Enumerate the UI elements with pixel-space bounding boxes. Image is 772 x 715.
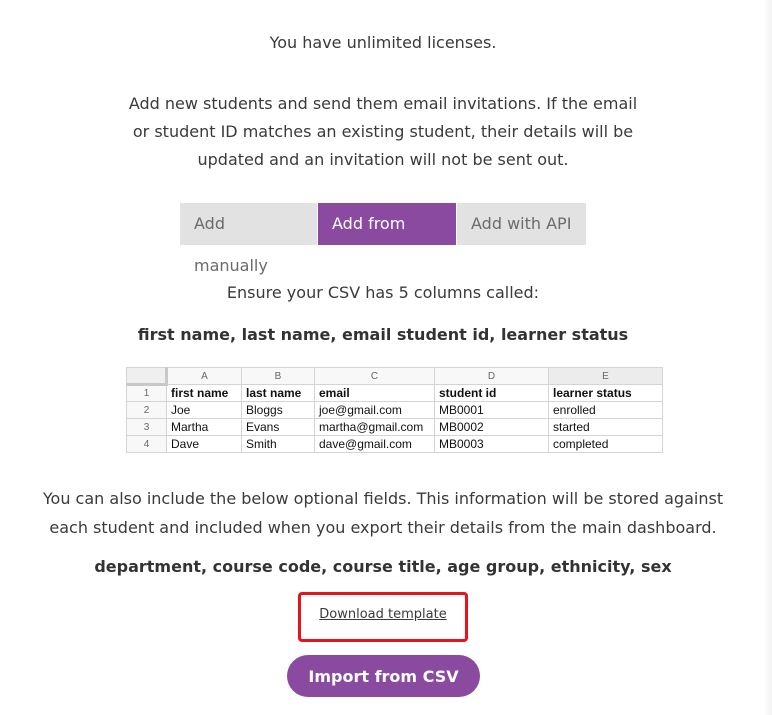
download-template-link[interactable]: Download template [319, 607, 447, 622]
row-number: 2 [127, 402, 167, 419]
sheet-cell: joe@gmail.com [315, 402, 435, 419]
column-letter: E [549, 368, 663, 385]
tab-add-with-api[interactable]: Add with API [457, 203, 586, 245]
tab-add-manually[interactable]: Add manually [180, 203, 318, 245]
import-from-csv-button[interactable]: Import from CSV [287, 655, 480, 697]
sheet-row [127, 402, 663, 419]
row-number: 3 [127, 419, 167, 436]
sheet-cell: Dave [167, 436, 242, 453]
sheet-row [127, 436, 663, 453]
optional-fields-list: department, course code, course title, age group, ethnicity, sex [94, 557, 672, 576]
sheet-header-row [127, 385, 663, 402]
column-letter: D [435, 368, 549, 385]
sheet-cell: dave@gmail.com [315, 436, 435, 453]
sheet-cell: MB0003 [435, 436, 549, 453]
sheet-corner [127, 368, 167, 385]
sheet-cell: Martha [167, 419, 242, 436]
sheet-cell: Bloggs [242, 402, 315, 419]
sheet-header-cell: first name [167, 385, 242, 402]
row-number: 1 [127, 385, 167, 402]
column-letter: A [167, 368, 242, 385]
optional-fields-text: You can also include the below optional fields. This information will be stored against each student and included when you export their details from the main dashboard. [42, 489, 724, 537]
sheet-header-cell: email [315, 385, 435, 402]
licenses-text: You have unlimited licenses. [269, 33, 497, 52]
column-letter: B [242, 368, 315, 385]
sheet-cell: Evans [242, 419, 315, 436]
sheet-header-cell: learner status [549, 385, 663, 402]
tab-add-from-csv[interactable]: Add from CSV [318, 203, 457, 245]
add-method-tabs [180, 203, 586, 275]
intro-text: Add new students and send them email invitations. If the email or student ID matches an existing student, their details will be updated and an invitation will not be sent out. [128, 94, 638, 169]
sheet-cell: started [549, 419, 663, 436]
sheet-header-cell: student id [435, 385, 549, 402]
row-number: 4 [127, 436, 167, 453]
sheet-row [127, 419, 663, 436]
sheet-cell: Joe [167, 402, 242, 419]
ensure-columns-text: Ensure your CSV has 5 columns called: [226, 283, 540, 302]
sheet-header-cell: last name [242, 385, 315, 402]
scrollbar-edge [764, 0, 772, 715]
column-letter: C [315, 368, 435, 385]
sheet-cell: martha@gmail.com [315, 419, 435, 436]
required-columns: first name, last name, email student id, learner status [137, 325, 629, 344]
sheet-cell: completed [549, 436, 663, 453]
sheet-cell: Smith [242, 436, 315, 453]
sheet-cell: MB0001 [435, 402, 549, 419]
sheet-cell: enrolled [549, 402, 663, 419]
sheet-cell: MB0002 [435, 419, 549, 436]
csv-example-sheet [126, 367, 663, 453]
